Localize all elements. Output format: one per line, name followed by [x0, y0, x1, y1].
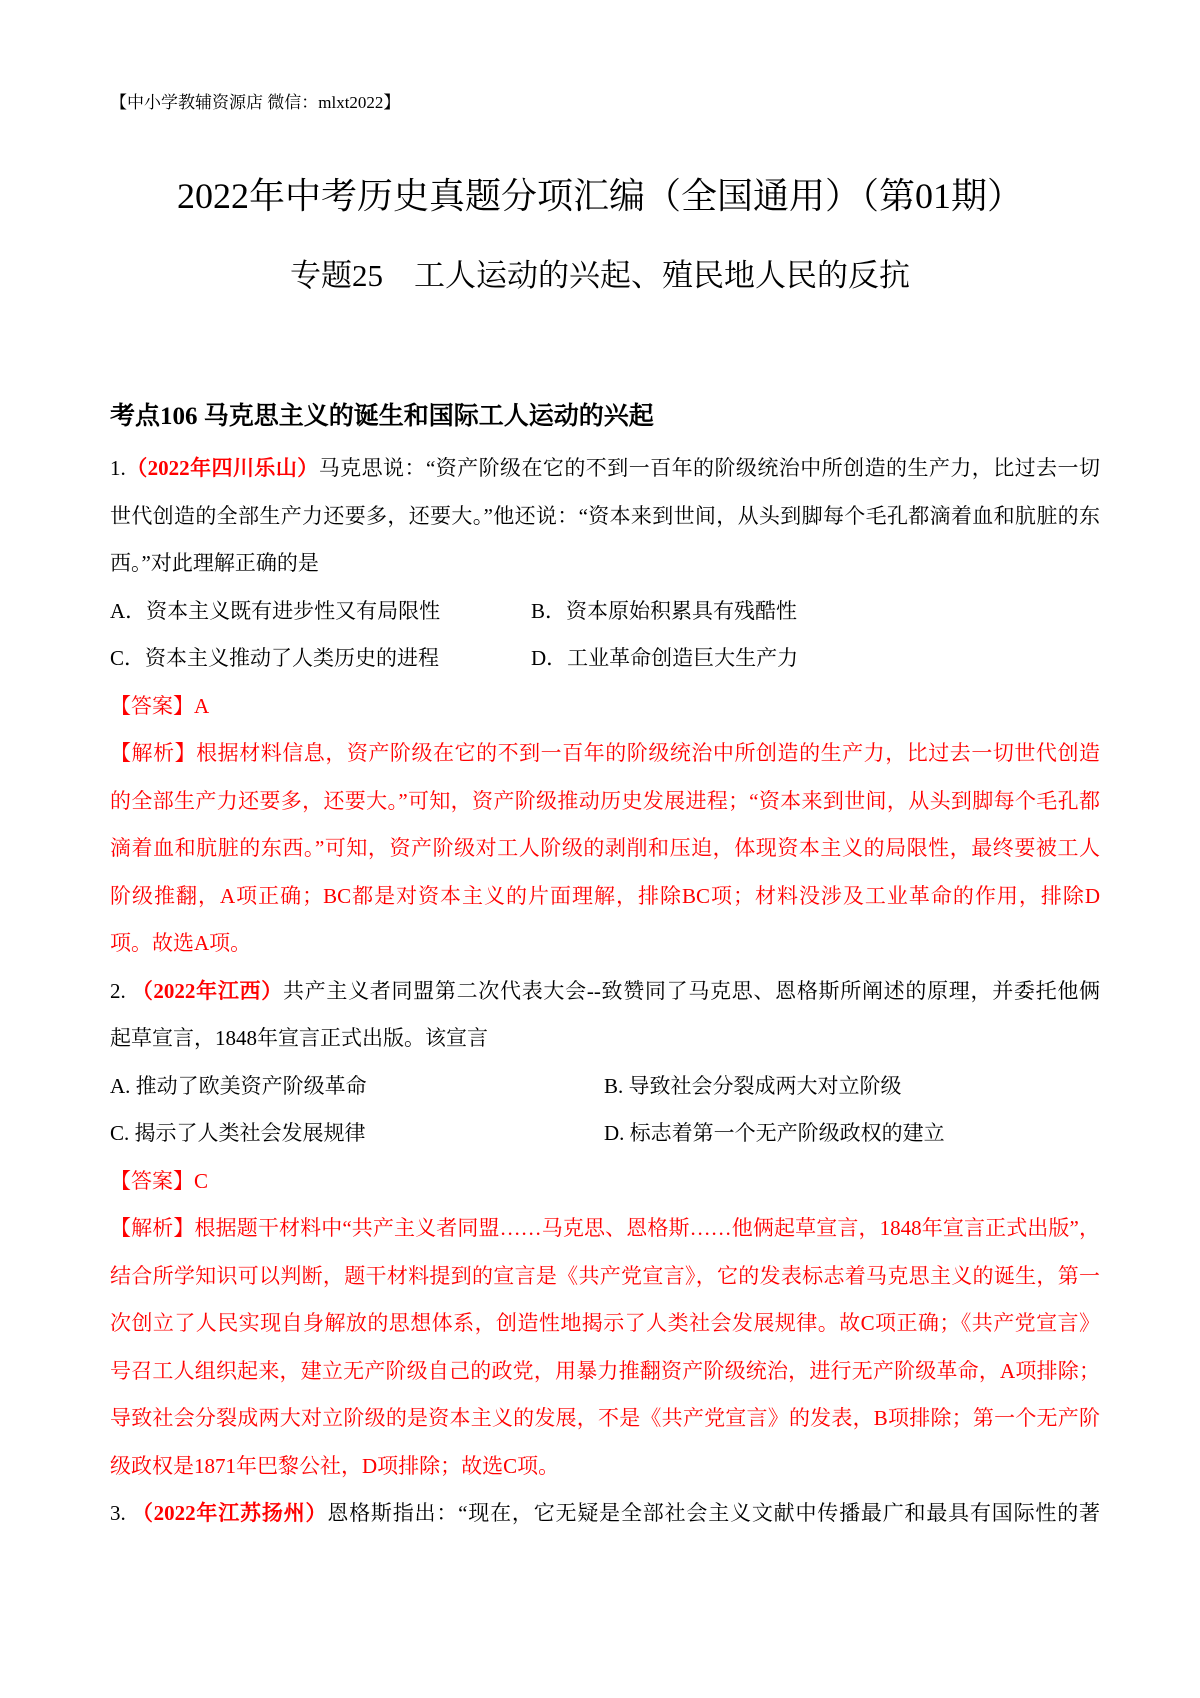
- question-source: （2022年江苏扬州）: [131, 1501, 328, 1525]
- question-3-line: [110, 1490, 1100, 1538]
- option-a: A. 推动了欧美资产阶级革命: [110, 1073, 367, 1098]
- document-subtitle: 专题25 工人运动的兴起、殖民地人民的反抗: [290, 258, 910, 293]
- analysis-line: 次创立了人民实现自身解放的思想体系，创造性地揭示了人类社会发展规律。故C项正确；《共产党宣言》: [110, 1311, 1100, 1335]
- analysis-line: 级政权是1871年巴黎公社，D项排除；故选C项。: [110, 1453, 560, 1478]
- analysis-line: 结合所学知识可以判断，题干材料提到的宣言是《共产党宣言》，它的发表标志着马克思主义的诞生，第一: [110, 1263, 1100, 1288]
- question-source: （2022年江西）: [131, 978, 283, 1003]
- analysis-line: 导致社会分裂成两大对立阶级的是资本主义的发展，不是《共产党宣言》的发表，B项排除；第一个无产阶: [110, 1406, 1100, 1430]
- watermark-header: 【中小学教辅资源店 微信：mlxt2022】: [110, 93, 401, 112]
- option-c: C. 揭示了人类社会发展规律: [110, 1121, 366, 1145]
- question-number: 3.: [110, 1501, 126, 1525]
- document-title: 2022年中考历史真题分项汇编（全国通用）（第01期）: [176, 176, 1023, 216]
- option-b: B．资本原始积累具有残酷性: [531, 598, 798, 623]
- question-flow: [110, 445, 1100, 1538]
- question-number: 1.: [110, 456, 126, 480]
- analysis-line: 滴着血和肮脏的东西。”可知，资产阶级对工人阶级的剥削和压迫，体现资本主义的局限性，最终要被工人: [110, 836, 1100, 860]
- analysis-line: 阶级推翻，A项正确；BC都是对资本主义的片面理解，排除BC项；材料没涉及工业革命的作用，排除D: [110, 883, 1100, 908]
- question-text: 共产主义者同盟第二次代表大会--致赞同了马克思、恩格斯所阐述的原理，并委托他俩: [282, 978, 1101, 1003]
- options-row: [110, 1063, 1100, 1111]
- options-row: [110, 1110, 1100, 1158]
- options-row: [110, 635, 1100, 683]
- question-2-line: 起草宣言，1848年宣言正式出版。该宣言: [110, 1026, 488, 1050]
- question-1-line: [110, 445, 1100, 493]
- options-row: [110, 588, 1100, 636]
- option-c: C．资本主义推动了人类历史的进程: [110, 646, 440, 670]
- question-text: 恩格斯指出：“现在，它无疑是全部社会主义文献中传播最广和最具有国际性的著: [327, 1501, 1101, 1525]
- question-text: 马克思说：“资产阶级在它的不到一百年的阶级统治中所创造的生产力，比过去一切: [318, 456, 1100, 480]
- analysis-line: 号召工人组织起来，建立无产阶级自己的政党，用暴力推翻资产阶级统治，进行无产阶级革命，A项排除；: [110, 1358, 1100, 1383]
- answer: 【答案】C: [110, 1168, 209, 1193]
- analysis-line: 【解析】根据材料信息，资产阶级在它的不到一百年的阶级统治中所创造的生产力，比过去一切世代创造: [110, 741, 1100, 765]
- option-a: A．资本主义既有进步性又有局限性: [110, 598, 441, 623]
- question-1-line: 西。”对此理解正确的是: [110, 551, 319, 575]
- option-b: B. 导致社会分裂成两大对立阶级: [604, 1073, 902, 1098]
- question-source: （2022年四川乐山）: [125, 456, 319, 480]
- question-1-line: 世代创造的全部生产力还要多，还要大。”他还说：“资本来到世间，从头到脚每个毛孔都滴着血和肮脏的东: [110, 503, 1100, 528]
- analysis-line: 的全部生产力还要多，还要大。”可知，资产阶级推动历史发展进程；“资本来到世间，从头到脚每个毛孔都: [110, 788, 1100, 813]
- analysis-line: 【解析】根据题干材料中“共产主义者同盟……马克思、恩格斯……他俩起草宣言，1848年宣言正式出版”，: [110, 1216, 1100, 1240]
- option-d: D. 标志着第一个无产阶级政权的建立: [604, 1121, 945, 1145]
- question-number: 2.: [110, 978, 126, 1003]
- section-heading: 考点106 马克思主义的诞生和国际工人运动的兴起: [110, 403, 654, 430]
- option-d: D．工业革命创造巨大生产力: [531, 646, 799, 670]
- question-2-line: [110, 968, 1100, 1016]
- analysis-line: 项。故选A项。: [110, 931, 252, 955]
- answer: 【答案】A: [110, 693, 210, 718]
